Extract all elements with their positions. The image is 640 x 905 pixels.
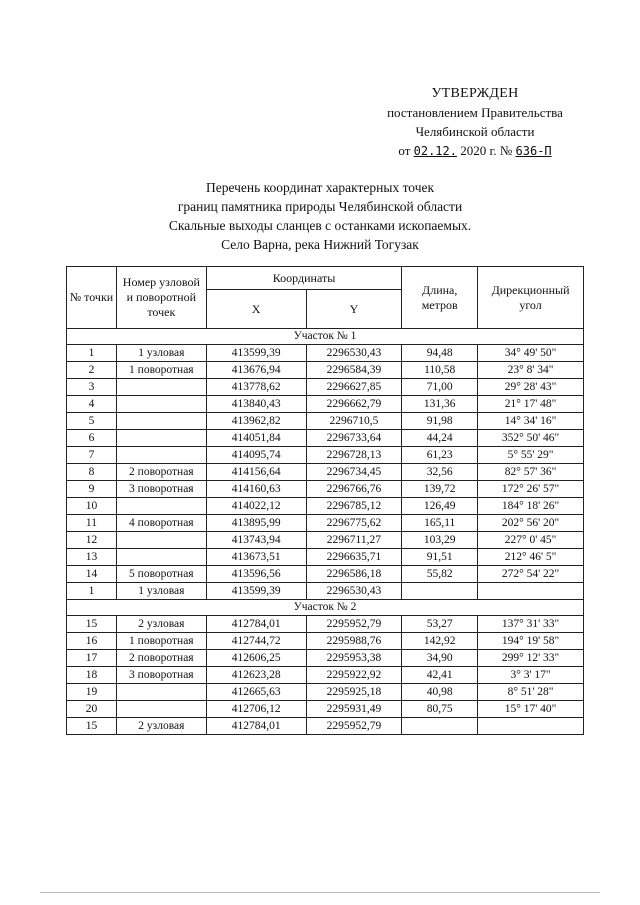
x-cell: 413676,94 <box>206 362 306 379</box>
x-cell: 412784,01 <box>206 718 306 735</box>
length-cell: 103,29 <box>402 532 478 549</box>
angle-cell: 137° 31' 33" <box>478 616 584 633</box>
table-row <box>67 379 584 396</box>
node-cell <box>116 498 206 515</box>
page-bottom-line <box>40 892 600 893</box>
header-point-no: № точки <box>67 267 117 329</box>
angle-cell <box>478 583 584 600</box>
node-cell <box>116 532 206 549</box>
x-cell: 413599,39 <box>206 583 306 600</box>
point-no-cell: 13 <box>67 549 117 566</box>
point-no-cell: 12 <box>67 532 117 549</box>
date-value: 02.12. <box>413 144 457 158</box>
node-cell <box>116 549 206 566</box>
y-cell: 2296635,71 <box>306 549 402 566</box>
node-cell <box>116 701 206 718</box>
coordinates-table <box>66 266 584 735</box>
length-cell <box>402 583 478 600</box>
node-cell: 1 поворотная <box>116 362 206 379</box>
point-no-cell: 15 <box>67 616 117 633</box>
y-cell: 2295953,38 <box>306 650 402 667</box>
header-y: Y <box>306 290 402 329</box>
y-cell: 2296710,5 <box>306 413 402 430</box>
table-row <box>67 667 584 684</box>
length-cell: 80,75 <box>402 701 478 718</box>
node-cell: 2 узловая <box>116 616 206 633</box>
node-cell: 2 поворотная <box>116 650 206 667</box>
table-row <box>67 549 584 566</box>
length-cell: 61,23 <box>402 447 478 464</box>
section-row <box>67 329 584 345</box>
approval-line-2: Челябинской области <box>415 124 535 139</box>
x-cell: 414095,74 <box>206 447 306 464</box>
point-no-cell: 3 <box>67 379 117 396</box>
table-row <box>67 345 584 362</box>
x-cell: 414022,12 <box>206 498 306 515</box>
length-cell: 32,56 <box>402 464 478 481</box>
angle-cell: 34° 49' 50" <box>478 345 584 362</box>
length-cell: 34,90 <box>402 650 478 667</box>
angle-cell: 172° 26' 57" <box>478 481 584 498</box>
length-cell: 71,00 <box>402 379 478 396</box>
table-row <box>67 583 584 600</box>
x-cell: 414156,64 <box>206 464 306 481</box>
length-cell: 91,51 <box>402 549 478 566</box>
length-cell: 126,49 <box>402 498 478 515</box>
point-no-cell: 17 <box>67 650 117 667</box>
angle-cell: 8° 51' 28" <box>478 684 584 701</box>
x-cell: 412744,72 <box>206 633 306 650</box>
angle-cell: 14° 34' 16" <box>478 413 584 430</box>
y-cell: 2296530,43 <box>306 583 402 600</box>
point-no-cell: 1 <box>67 345 117 362</box>
length-cell: 55,82 <box>402 566 478 583</box>
y-cell: 2295988,76 <box>306 633 402 650</box>
y-cell: 2296662,79 <box>306 396 402 413</box>
point-no-cell: 8 <box>67 464 117 481</box>
point-no-cell: 2 <box>67 362 117 379</box>
table-row <box>67 532 584 549</box>
x-cell: 412606,25 <box>206 650 306 667</box>
table-row <box>67 464 584 481</box>
section-title: Участок № 2 <box>67 600 584 616</box>
angle-cell: 184° 18' 26" <box>478 498 584 515</box>
angle-cell: 3° 3' 17" <box>478 667 584 684</box>
y-cell: 2295952,79 <box>306 616 402 633</box>
node-cell <box>116 413 206 430</box>
x-cell: 412623,28 <box>206 667 306 684</box>
header-x: X <box>206 290 306 329</box>
angle-cell: 23° 8' 34" <box>478 362 584 379</box>
y-cell: 2296734,45 <box>306 464 402 481</box>
length-cell: 44,24 <box>402 430 478 447</box>
table-row <box>67 616 584 633</box>
date-prefix: от <box>398 143 411 158</box>
angle-cell: 29° 28' 43" <box>478 379 584 396</box>
y-cell: 2296584,39 <box>306 362 402 379</box>
node-cell <box>116 430 206 447</box>
length-cell: 42,41 <box>402 667 478 684</box>
y-cell: 2296627,85 <box>306 379 402 396</box>
x-cell: 413962,82 <box>206 413 306 430</box>
point-no-cell: 9 <box>67 481 117 498</box>
node-cell <box>116 396 206 413</box>
y-cell: 2296586,18 <box>306 566 402 583</box>
header-coordinates: Координаты <box>206 267 402 290</box>
angle-cell: 15° 17' 40" <box>478 701 584 718</box>
angle-cell: 227° 0' 45" <box>478 532 584 549</box>
table-row <box>67 498 584 515</box>
length-cell: 94,48 <box>402 345 478 362</box>
y-cell: 2295922,92 <box>306 667 402 684</box>
x-cell: 412784,01 <box>206 616 306 633</box>
y-cell: 2296766,76 <box>306 481 402 498</box>
length-cell: 142,92 <box>402 633 478 650</box>
point-no-cell: 15 <box>67 718 117 735</box>
length-cell: 53,27 <box>402 616 478 633</box>
point-no-cell: 14 <box>67 566 117 583</box>
x-cell: 414160,63 <box>206 481 306 498</box>
table-row <box>67 396 584 413</box>
angle-cell: 272° 54' 22" <box>478 566 584 583</box>
approval-line-1: постановлением Правительства <box>387 105 563 120</box>
angle-cell: 82° 57' 36" <box>478 464 584 481</box>
node-cell: 3 поворотная <box>116 667 206 684</box>
decree-number: 636-П <box>515 144 552 158</box>
node-cell: 2 поворотная <box>116 464 206 481</box>
header-node: Номер узловой и поворотной точек <box>116 267 206 329</box>
y-cell: 2296733,64 <box>306 430 402 447</box>
title-line-3: Скальные выходы сланцев с останками ископаемых. <box>168 218 472 233</box>
x-cell: 414051,84 <box>206 430 306 447</box>
x-cell: 413778,62 <box>206 379 306 396</box>
x-cell: 412665,63 <box>206 684 306 701</box>
point-no-cell: 16 <box>67 633 117 650</box>
y-cell: 2296785,12 <box>306 498 402 515</box>
title-line-1: Перечень координат характерных точек <box>205 180 435 195</box>
point-no-cell: 10 <box>67 498 117 515</box>
point-no-cell: 5 <box>67 413 117 430</box>
node-cell <box>116 684 206 701</box>
node-cell <box>116 379 206 396</box>
x-cell: 412706,12 <box>206 701 306 718</box>
angle-cell <box>478 718 584 735</box>
point-no-cell: 19 <box>67 684 117 701</box>
x-cell: 413596,56 <box>206 566 306 583</box>
document-title <box>80 178 560 254</box>
point-no-cell: 4 <box>67 396 117 413</box>
length-cell <box>402 718 478 735</box>
x-cell: 413599,39 <box>206 345 306 362</box>
length-cell: 165,11 <box>402 515 478 532</box>
y-cell: 2296775,62 <box>306 515 402 532</box>
length-cell: 91,98 <box>402 413 478 430</box>
point-no-cell: 11 <box>67 515 117 532</box>
node-cell: 4 поворотная <box>116 515 206 532</box>
node-cell: 1 узловая <box>116 345 206 362</box>
angle-cell: 299° 12' 33" <box>478 650 584 667</box>
year-label: 2020 г. № <box>460 143 513 158</box>
header-length: Длина, метров <box>402 267 478 329</box>
x-cell: 413673,51 <box>206 549 306 566</box>
x-cell: 413743,94 <box>206 532 306 549</box>
y-cell: 2295952,79 <box>306 718 402 735</box>
title-line-4: Село Варна, река Нижний Тогузак <box>221 237 419 252</box>
table-row <box>67 566 584 583</box>
x-cell: 413895,99 <box>206 515 306 532</box>
header-angle: Дирекционный угол <box>478 267 584 329</box>
length-cell: 110,58 <box>402 362 478 379</box>
angle-cell: 21° 17' 48" <box>478 396 584 413</box>
table-row <box>67 684 584 701</box>
table-row <box>67 633 584 650</box>
node-cell: 2 узловая <box>116 718 206 735</box>
table-row <box>67 413 584 430</box>
point-no-cell: 6 <box>67 430 117 447</box>
y-cell: 2296711,27 <box>306 532 402 549</box>
title-line-2: границ памятника природы Челябинской области <box>177 199 463 214</box>
point-no-cell: 20 <box>67 701 117 718</box>
y-cell: 2296530,43 <box>306 345 402 362</box>
table-row <box>67 481 584 498</box>
approval-date-line <box>360 141 590 161</box>
node-cell: 3 поворотная <box>116 481 206 498</box>
length-cell: 139,72 <box>402 481 478 498</box>
node-cell: 5 поворотная <box>116 566 206 583</box>
length-cell: 40,98 <box>402 684 478 701</box>
table-row <box>67 447 584 464</box>
angle-cell: 352° 50' 46" <box>478 430 584 447</box>
point-no-cell: 18 <box>67 667 117 684</box>
table-body <box>67 329 584 735</box>
angle-cell: 194° 19' 58" <box>478 633 584 650</box>
section-row <box>67 600 584 616</box>
table-row <box>67 701 584 718</box>
x-cell: 413840,43 <box>206 396 306 413</box>
y-cell: 2296728,13 <box>306 447 402 464</box>
y-cell: 2295931,49 <box>306 701 402 718</box>
node-cell <box>116 447 206 464</box>
approval-block <box>360 84 590 161</box>
table-row <box>67 515 584 532</box>
node-cell: 1 узловая <box>116 583 206 600</box>
table-row <box>67 650 584 667</box>
length-cell: 131,36 <box>402 396 478 413</box>
table-row <box>67 718 584 735</box>
point-no-cell: 7 <box>67 447 117 464</box>
angle-cell: 212° 46' 5" <box>478 549 584 566</box>
node-cell: 1 поворотная <box>116 633 206 650</box>
angle-cell: 202° 56' 20" <box>478 515 584 532</box>
section-title: Участок № 1 <box>67 329 584 345</box>
approval-heading: УТВЕРЖДЕН <box>431 86 519 101</box>
table-row <box>67 362 584 379</box>
table-row <box>67 430 584 447</box>
point-no-cell: 1 <box>67 583 117 600</box>
y-cell: 2295925,18 <box>306 684 402 701</box>
angle-cell: 5° 55' 29" <box>478 447 584 464</box>
